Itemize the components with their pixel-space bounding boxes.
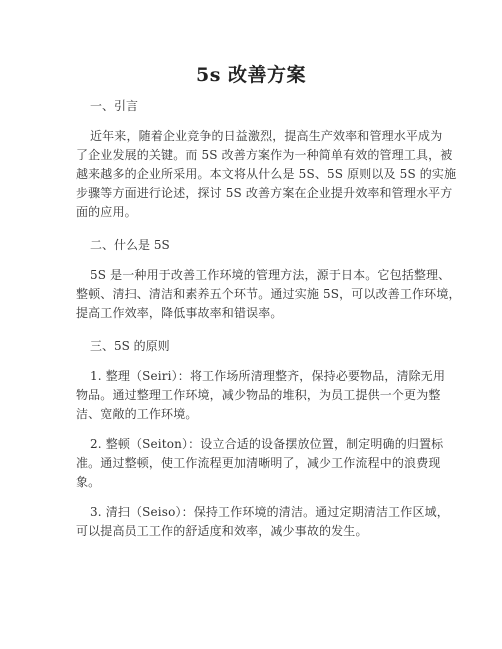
paragraph-line: 准。通过整顿，使工作流程更加清晰明了，减少工作流程中的浪费现: [76, 456, 441, 470]
section-heading-what-is-5s: 二、什么是 5S: [90, 238, 170, 252]
paragraph-line: 2. 整顿（Seiton）：设立合适的设备摆放位置，制定明确的归置标: [90, 437, 444, 451]
paragraph-line: 提高工作效率，降低事故率和错误率。: [76, 306, 283, 320]
paragraph-line: 面的应用。: [76, 205, 137, 219]
paragraph-line: 了企业发展的关键。而 5S 改善方案作为一种简单有效的管理工具，被: [76, 148, 453, 162]
paragraph-line: 整顿、清扫、清洁和素养五个环节。通过实施 5S，可以改善工作环境，: [76, 287, 461, 301]
paragraph-line: 象。: [76, 475, 101, 489]
section-heading-introduction: 一、引言: [90, 99, 139, 113]
paragraph-line: 越来越多的企业所采用。本文将从什么是 5S、5S 原则以及 5S 的实施: [76, 167, 457, 181]
paragraph-line: 3. 清扫（Seiso）：保持工作环境的清洁。通过定期清洁工作区域，: [90, 505, 449, 519]
page-title: 5s 改善方案: [195, 64, 307, 86]
paragraph-line: 1. 整理（Seiri）：将工作场所清理整齐，保持必要物品，清除无用: [90, 369, 446, 383]
paragraph-line: 可以提高员工工作的舒适度和效率，减少事故的发生。: [76, 524, 368, 538]
section-heading-5s-principles: 三、5S 的原则: [90, 339, 170, 353]
paragraph-line: 物品。通过整理工作环境，减少物品的堆积，为员工提供一个更为整: [76, 388, 441, 402]
paragraph-line: 近年来，随着企业竞争的日益激烈，提高生产效率和管理水平成为: [90, 129, 443, 143]
paragraph-line: 5S 是一种用于改善工作环境的管理方法，源于日本。它包括整理、: [90, 268, 451, 282]
paragraph-line: 洁、宽敞的工作环境。: [76, 407, 198, 421]
paragraph-line: 步骤等方面进行论述，探讨 5S 改善方案在企业提升效率和管理水平方: [76, 186, 453, 200]
